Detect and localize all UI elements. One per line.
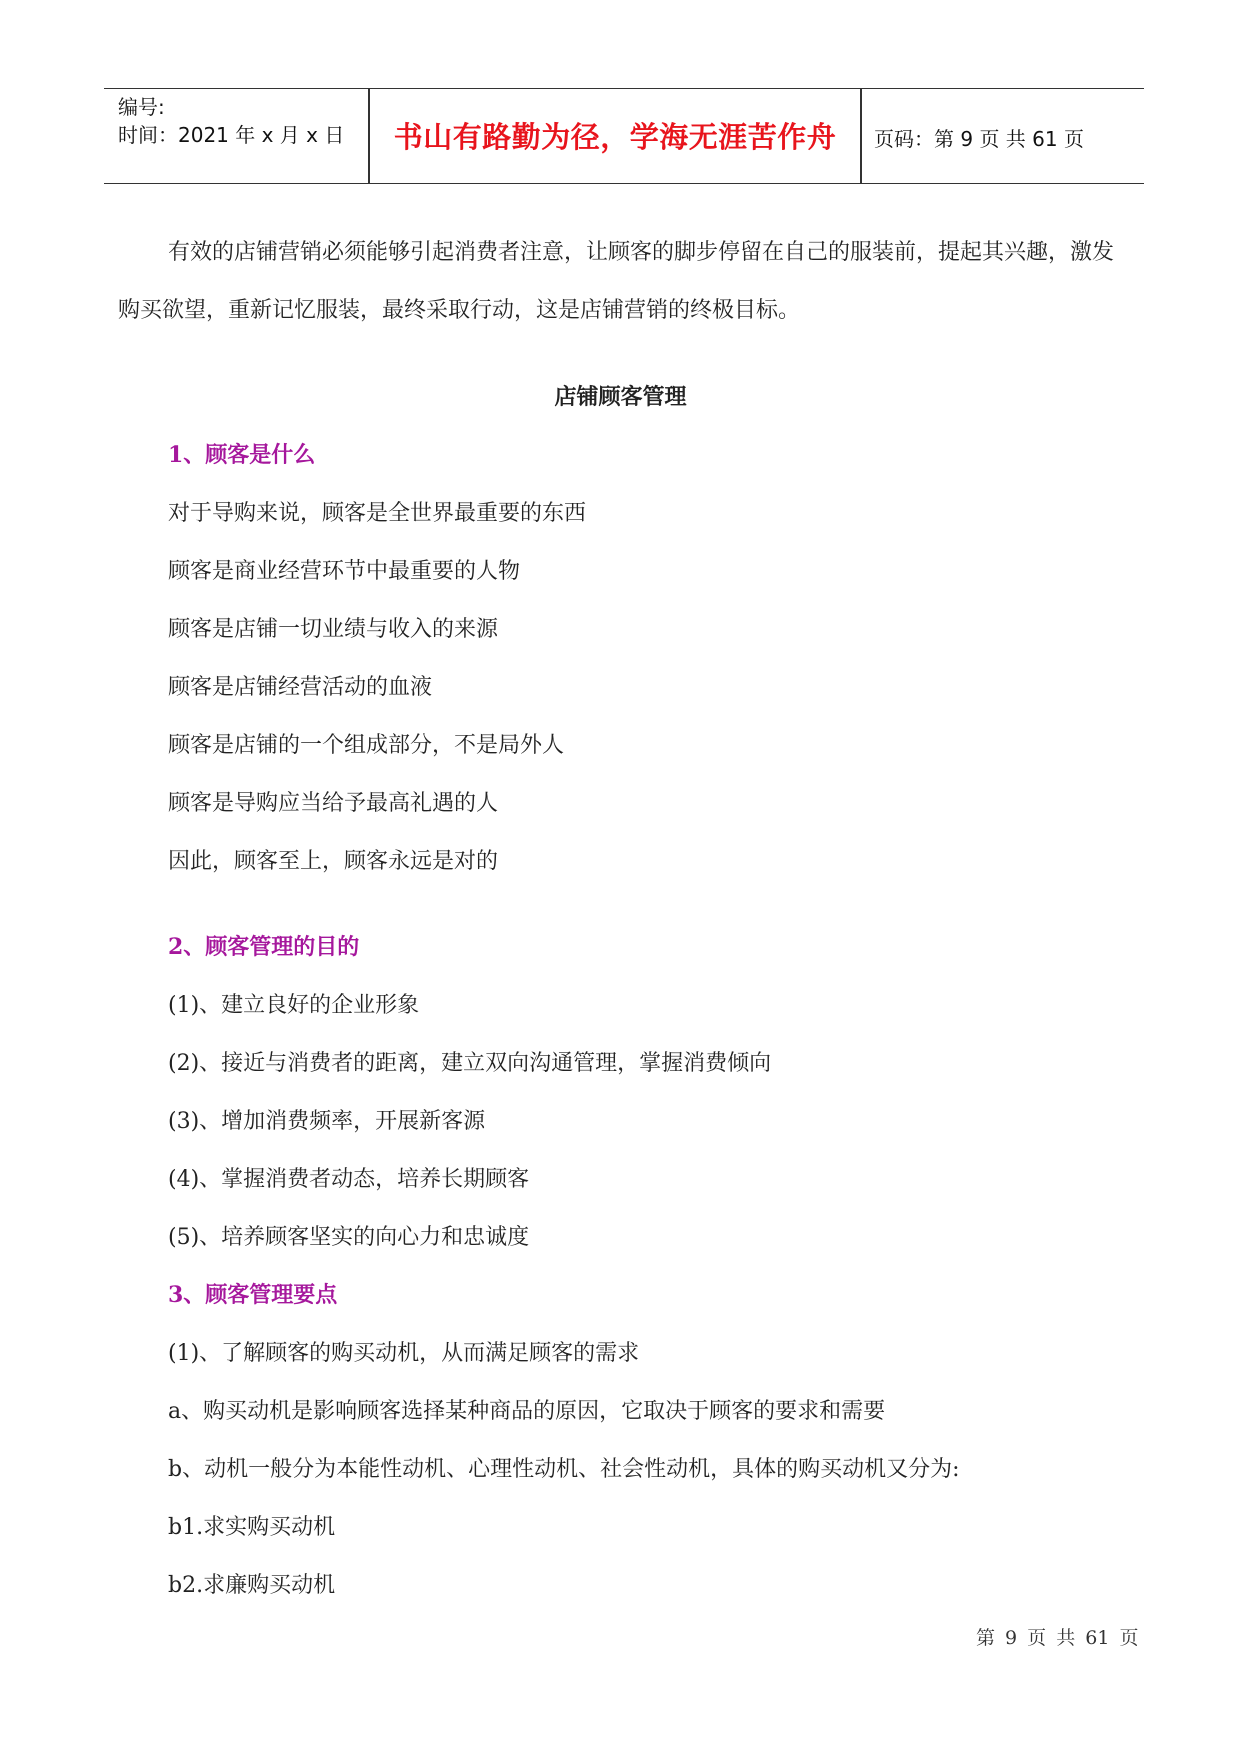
list-item: b2.求廉购买动机 <box>168 1573 336 1598</box>
list-item: (5)、培养顾客坚实的向心力和忠诚度 <box>168 1225 530 1250</box>
section-heading: 2、顾客管理的目的 <box>168 934 360 960</box>
list-item: b、动机一般分为本能性动机、心理性动机、社会性动机，具体的购买动机又分为: <box>168 1457 960 1482</box>
section-heading: 1、顾客是什么 <box>168 442 316 468</box>
list-item: (4)、掌握消费者动态，培养长期顾客 <box>168 1167 530 1192</box>
intro-paragraph: 有效的店铺营销必须能够引起消费者注意，让顾客的脚步停留在自己的服装前，提起其兴趣，激发购买欲望，重新记忆服装，最终采取行动，这是店铺营销的终极目标。 <box>118 240 1115 323</box>
list-item: 顾客是店铺一切业绩与收入的来源 <box>168 617 499 642</box>
header-divider <box>860 89 862 183</box>
list-item: (2)、接近与消费者的距离，建立双向沟通管理，掌握消费倾向 <box>168 1051 772 1076</box>
list-item: b1.求实购买动机 <box>168 1515 336 1540</box>
header-page-number: 页码：第 9 页 共 61 页 <box>874 127 1084 151</box>
list-item: 顾客是店铺经营活动的血液 <box>168 675 433 700</box>
list-item: 顾客是导购应当给予最高礼遇的人 <box>168 791 499 816</box>
list-item: 因此，顾客至上，顾客永远是对的 <box>168 849 499 874</box>
section-title: 店铺顾客管理 <box>554 384 687 410</box>
list-item: 顾客是店铺的一个组成部分，不是局外人 <box>168 733 565 758</box>
list-item: 顾客是商业经营环节中最重要的人物 <box>168 559 521 584</box>
section-heading: 3、顾客管理要点 <box>168 1282 338 1308</box>
list-item: (3)、增加消费频率，开展新客源 <box>168 1109 486 1134</box>
page-header <box>104 88 1144 184</box>
page-footer: 第 9 页 共 61 页 <box>976 1627 1139 1649</box>
document-time-label: 时间：2021 年 x 月 x 日 <box>118 123 345 147</box>
header-meta <box>118 93 344 149</box>
document-number-label: 编号: <box>118 95 165 119</box>
list-item: a、购买动机是影响顾客选择某种商品的原因，它取决于顾客的要求和需要 <box>168 1399 886 1424</box>
list-item: (1)、建立良好的企业形象 <box>168 993 420 1018</box>
list-item: (1)、了解顾客的购买动机，从而满足顾客的需求 <box>168 1341 640 1366</box>
header-motto: 书山有路勤为径，学海无涯苦作舟 <box>393 120 837 154</box>
list-item: 对于导购来说，顾客是全世界最重要的东西 <box>168 501 587 526</box>
